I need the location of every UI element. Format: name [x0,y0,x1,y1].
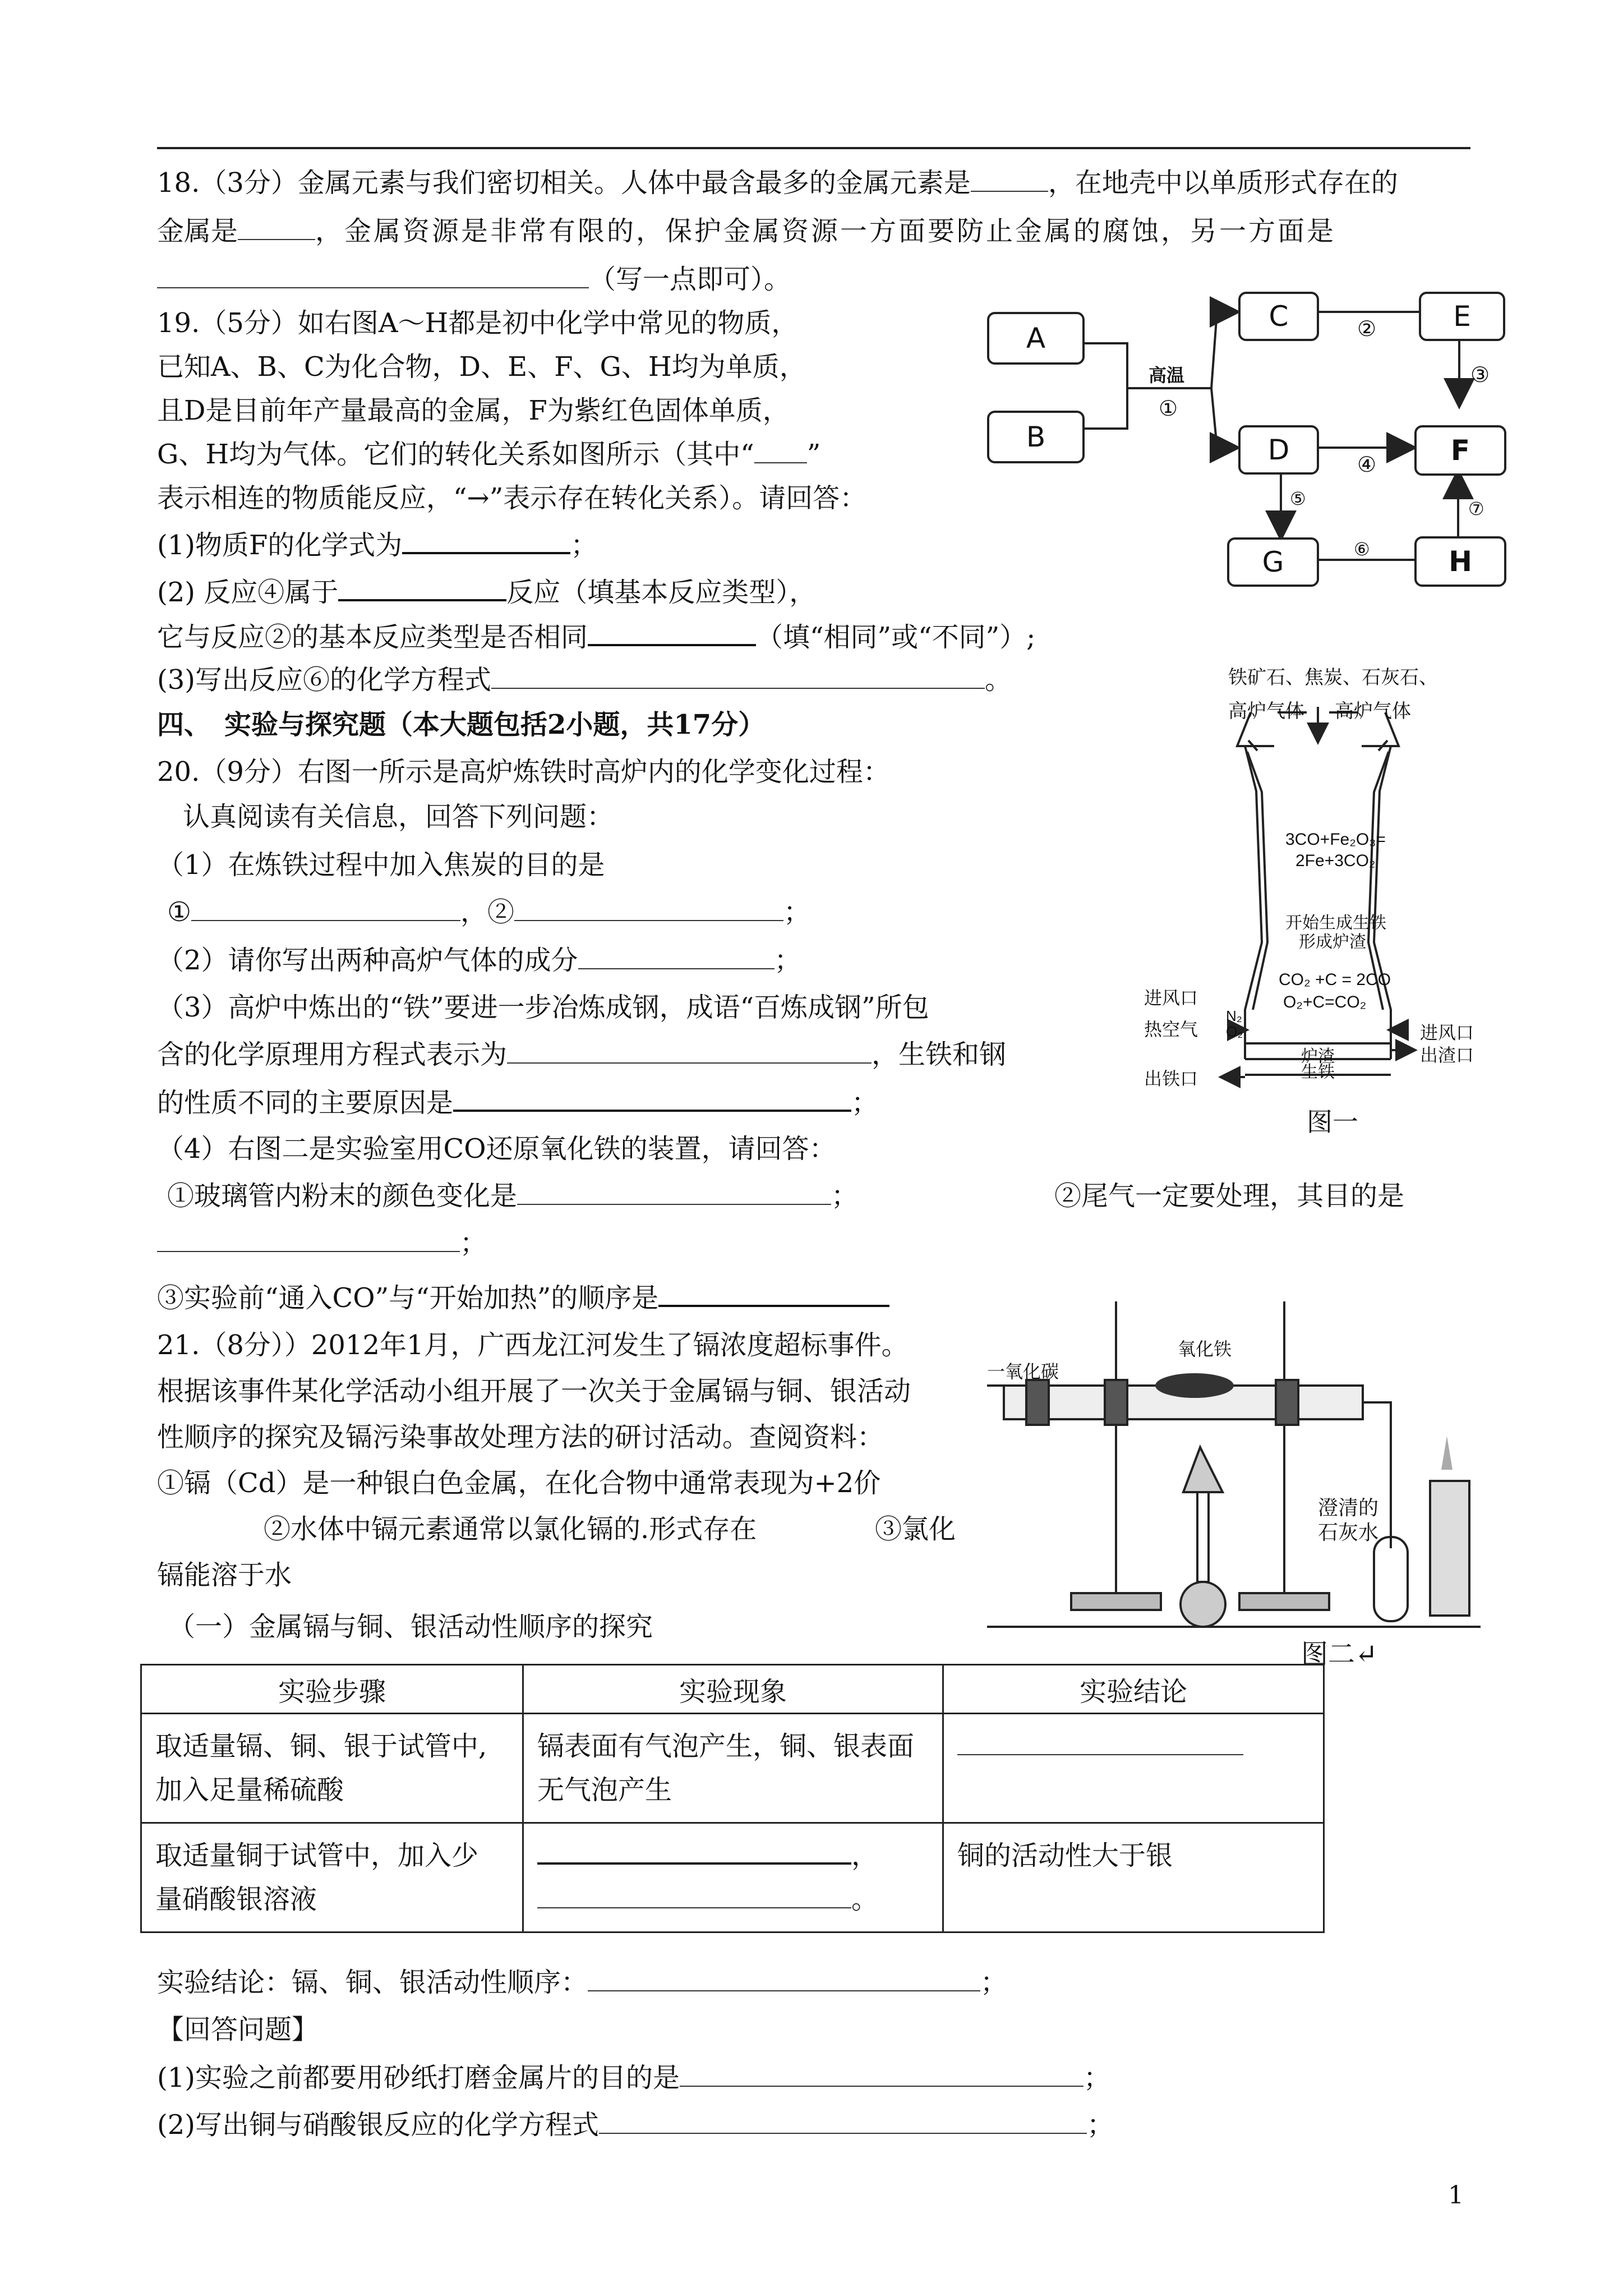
node-D: D [1238,425,1319,475]
limewater-label2: 石灰水 [1318,1521,1379,1544]
furnace-equation-1b: 2Fe+3CO₂ [1295,852,1376,870]
hot-air-label: 热空气 [1144,1019,1198,1039]
furnace-equation-3: O₂+C=CO₂ [1283,993,1367,1011]
cell-text: 量硝酸银溶液 [155,1884,317,1915]
figure-1-caption: 图一 [1307,1107,1358,1137]
experiment-table [140,1664,1325,1933]
q20-line7 [157,1038,1006,1071]
q18-line2 [157,214,1336,248]
cell-text: 铜的活动性大于银 [957,1840,1173,1871]
answer-blank[interactable] [402,527,570,554]
o2-label: O₂ [1226,1023,1243,1040]
cell-text: 。 [851,1884,879,1915]
q19-text: 反应（填基本反应类型）， [506,577,817,608]
pig-iron-layer-label: 生铁 [1301,1063,1335,1082]
table-cell [523,1823,943,1932]
q20-line5 [157,944,801,977]
q20-line12 [157,1280,889,1315]
table-row [141,1823,1324,1932]
answer-blank[interactable] [588,619,756,646]
q18-line3 [157,263,791,296]
cell-text: 加入足量稀硫酸 [155,1774,344,1806]
q19-text: 。 [985,664,1012,696]
answer-blank[interactable] [338,574,506,601]
cell-text: 取适量铜于试管中，加入少 [155,1840,479,1871]
answer-blank[interactable] [658,1280,889,1307]
q20-text: 的性质不同的主要原因是 [157,1087,454,1119]
q20-line4 [167,895,810,929]
answer-blank[interactable] [157,263,589,288]
reaction-2-label: ② [1357,316,1377,341]
limewater-label: 澄清的 [1318,1497,1379,1520]
answer-blank[interactable] [957,1729,1243,1755]
figure-2-caption: 图二↵ [1301,1639,1378,1670]
furnace-equation-2: CO₂ +C = 2CO [1279,970,1391,989]
reaction-1-label: ① [1159,396,1178,421]
q20-text: ① [167,896,192,928]
table-cell [943,1823,1324,1932]
q21-line3: 性顺序的探究及镉污染事故处理方法的研讨活动。查阅资料： [157,1421,884,1453]
answer-blank[interactable] [514,895,783,921]
q21-text: (1)实验之前都要用砂纸打磨金属片的目的是 [157,2062,680,2093]
q20-text: ； [851,1087,879,1119]
page-number: 1 [1448,2181,1464,2210]
cell-text: ， [851,1840,879,1871]
answer-blank[interactable] [537,1838,851,1865]
q21-line4: ①镉（Cd）是一种银白色金属，在化合物中通常表现为+2价 [157,1467,881,1499]
q19-text: ” [806,439,821,470]
q19-text: 它与反应②的基本反应类型是否相同 [157,622,588,653]
q19-line3: 且D是目前年产量最高的金属，F为紫红色固体单质， [157,395,790,426]
node-G: G [1227,537,1319,587]
node-B: B [987,411,1085,463]
q21-text: ； [1083,2062,1111,2093]
answer-blank[interactable] [680,2061,1083,2087]
q21-text: ； [1087,2109,1114,2141]
q19-line9 [157,663,1012,697]
answer-blank[interactable] [971,166,1048,192]
table-cell [943,1714,1324,1823]
reaction-7-label: ⑦ [1468,498,1484,519]
q20-text: ③实验前“通入CO”与“开始加热”的顺序是 [157,1282,659,1314]
node-C: C [1238,292,1319,341]
node-H: H [1414,536,1506,587]
node-F: F [1414,425,1506,476]
q20-text: ①玻璃管内粉末的颜色变化是 [167,1180,518,1212]
q21-text: ； [980,1967,1008,1998]
q19-text: (1)物质F的化学式为 [157,530,403,561]
q19-line6 [157,527,597,562]
table-header: 实验结论 [943,1665,1324,1714]
answer-blank[interactable] [191,895,460,921]
q20-line9: （4）右图二是实验室用CO还原氧化铁的装置，请回答： [157,1133,836,1165]
answer-blank[interactable] [599,2108,1087,2134]
q19-text: (3)写出反应⑥的化学方程式 [157,664,491,696]
q18-line1 [157,166,1398,200]
q18-text: ，金属资源是非常有限的，保护金属资源一方面要防止金属的腐蚀，另一方面是 [315,215,1336,247]
q20-text: ； [831,1180,859,1212]
iron-oxide-label: 氧化铁 [1178,1338,1232,1360]
answer-blank[interactable] [517,1179,831,1205]
q21-section-heading: （一）金属镉与铜、银活动性顺序的探究 [168,1611,653,1642]
q19-line8 [157,619,1035,654]
q20-line3: （1）在炼铁过程中加入焦炭的目的是 [157,849,605,881]
q20-line1: 20.（9分）右图一所示是高炉炼铁时高炉内的化学变化过程： [157,756,890,788]
reaction-3-label: ③ [1470,362,1490,387]
q20-line6: （3）高炉中炼出的“铁”要进一步冶炼成钢，成语“百炼成钢”所包 [157,992,929,1023]
q20-text: ； [460,1227,487,1259]
slag-layer-label: 炉渣 [1301,1047,1335,1066]
table-header-row [141,1665,1324,1714]
answer-blank[interactable] [507,1038,872,1064]
header-rule [157,147,1470,149]
q21-text: 实验结论：镉、铜、银活动性顺序： [157,1967,588,1998]
slag-outlet-label: 出渣口 [1420,1045,1474,1065]
furnace-gas-right-label: 高炉气体 [1335,701,1411,722]
blast-furnace-figure [1144,662,1492,1144]
q19-line4 [157,438,820,471]
q19-line1: 19.（5分）如右图A～H都是初中化学中常见的物质， [157,307,799,339]
table-cell [523,1714,943,1823]
q21-line5: ②水体中镉元素通常以氯化镉的.形式存在 [264,1513,757,1545]
inlet-right-label: 进风口 [1420,1023,1474,1043]
iron-outlet-label: 出铁口 [1144,1069,1198,1089]
co-reduction-apparatus [987,1301,1492,1670]
answer-section-heading: 【回答问题】 [157,2014,319,2045]
q20-text: ； [774,945,801,976]
answer-blank[interactable] [491,663,985,689]
table-header: 实验步骤 [141,1665,523,1714]
q19-line2: 已知A、B、C为化合物，D、E、F、G、H均为单质， [157,351,806,383]
reaction-5-label: ⑤ [1290,488,1306,509]
q20-text: ； [783,896,811,928]
apparatus-drawing [987,1301,1492,1638]
q19-text: ； [570,530,598,561]
table-row [141,1714,1324,1823]
q21-answer2 [157,2108,1114,2142]
cell-text: 无气泡产生 [537,1774,672,1806]
q20-text: ，② [460,896,515,928]
q21-conclusion [157,1966,1007,1999]
answer-blank[interactable] [238,214,315,240]
table-cell [141,1714,523,1823]
q20-text: ②尾气一定要处理，其目的是 [1054,1180,1405,1212]
node-E: E [1419,292,1505,341]
furnace-equation-1: 3CO+Fe₂O₃= [1285,830,1386,849]
q18-text: 金属是 [157,215,238,247]
reaction-6-label: ⑥ [1354,539,1370,560]
q21-line1: 21.（8分））2012年1月，广西龙江河发生了镉浓度超标事件。 [157,1329,909,1361]
table-header: 实验现象 [523,1665,943,1714]
reaction-4-label: ④ [1357,452,1377,477]
q20-line2: 认真阅读有关信息，回答下列问题： [183,801,614,832]
section-heading: 四、 实验与探究题（本大题包括2小题，共17分） [157,709,766,740]
q19-text: （填“相同”或“不同”）; [756,622,1036,653]
q20-line10 [167,1179,858,1213]
q21-line6: 镉能溶于水 [157,1559,292,1591]
q19-line7 [157,574,816,609]
q19-line5: 表示相连的物质能反应，“→”表示存在转化关系）。请回答： [157,482,867,514]
q19-text: (2) 反应④属于 [157,577,339,608]
reaction-diagram [987,292,1537,595]
furnace-gas-left-label: 高炉气体 [1228,701,1304,722]
q21-line5b: ③氯化 [875,1513,956,1545]
q20-line8 [157,1085,878,1120]
table-cell [141,1823,523,1932]
answer-blank[interactable] [453,1085,851,1112]
cell-text: 镉表面有气泡产生，铜、银表面 [537,1731,915,1762]
q20-text: ，生铁和钢 [872,1039,1007,1070]
q21-line2: 根据该事件某化学活动小组开展了一次关于金属镉与铜、银活动 [157,1375,911,1407]
q18-text: ，在地壳中以单质形式存在的 [1048,167,1398,199]
q20-line11 [157,1226,487,1260]
answer-blank[interactable] [588,1966,980,1991]
q18-text: （写一点即可）。 [589,264,791,295]
q20-text: 含的化学原理用方程式表示为 [157,1039,508,1070]
q21-text: (2)写出铜与硝酸银反应的化学方程式 [157,2109,599,2141]
q20-text: （2）请你写出两种高炉气体的成分 [157,945,578,976]
inlet-left-label: 进风口 [1144,988,1198,1008]
furnace-mid-label: 开始生成生铁 [1285,914,1386,932]
answer-blank[interactable] [157,1226,460,1252]
condition-label: 高温 [1149,365,1185,386]
q18-text: 18.（3分）金属元素与我们密切相关。人体中最含最多的金属元素是 [157,167,971,199]
node-A: A [987,312,1085,365]
co-label: 一氧化碳 [987,1361,1059,1382]
answer-blank[interactable] [537,1883,851,1908]
n2-label: N₂ [1226,1007,1242,1024]
connector-line [754,445,807,463]
furnace-mid-label2: 形成炉渣 [1299,933,1366,951]
cell-text: 取适量镉、铜、银于试管中, [155,1731,487,1762]
q19-text: G、H均为气体。它们的转化关系如图所示（其中“ [157,439,754,470]
q21-answer1 [157,2061,1110,2095]
furnace-input-label: 铁矿石、焦炭、石灰石、 [1228,667,1438,688]
answer-blank[interactable] [578,944,774,969]
